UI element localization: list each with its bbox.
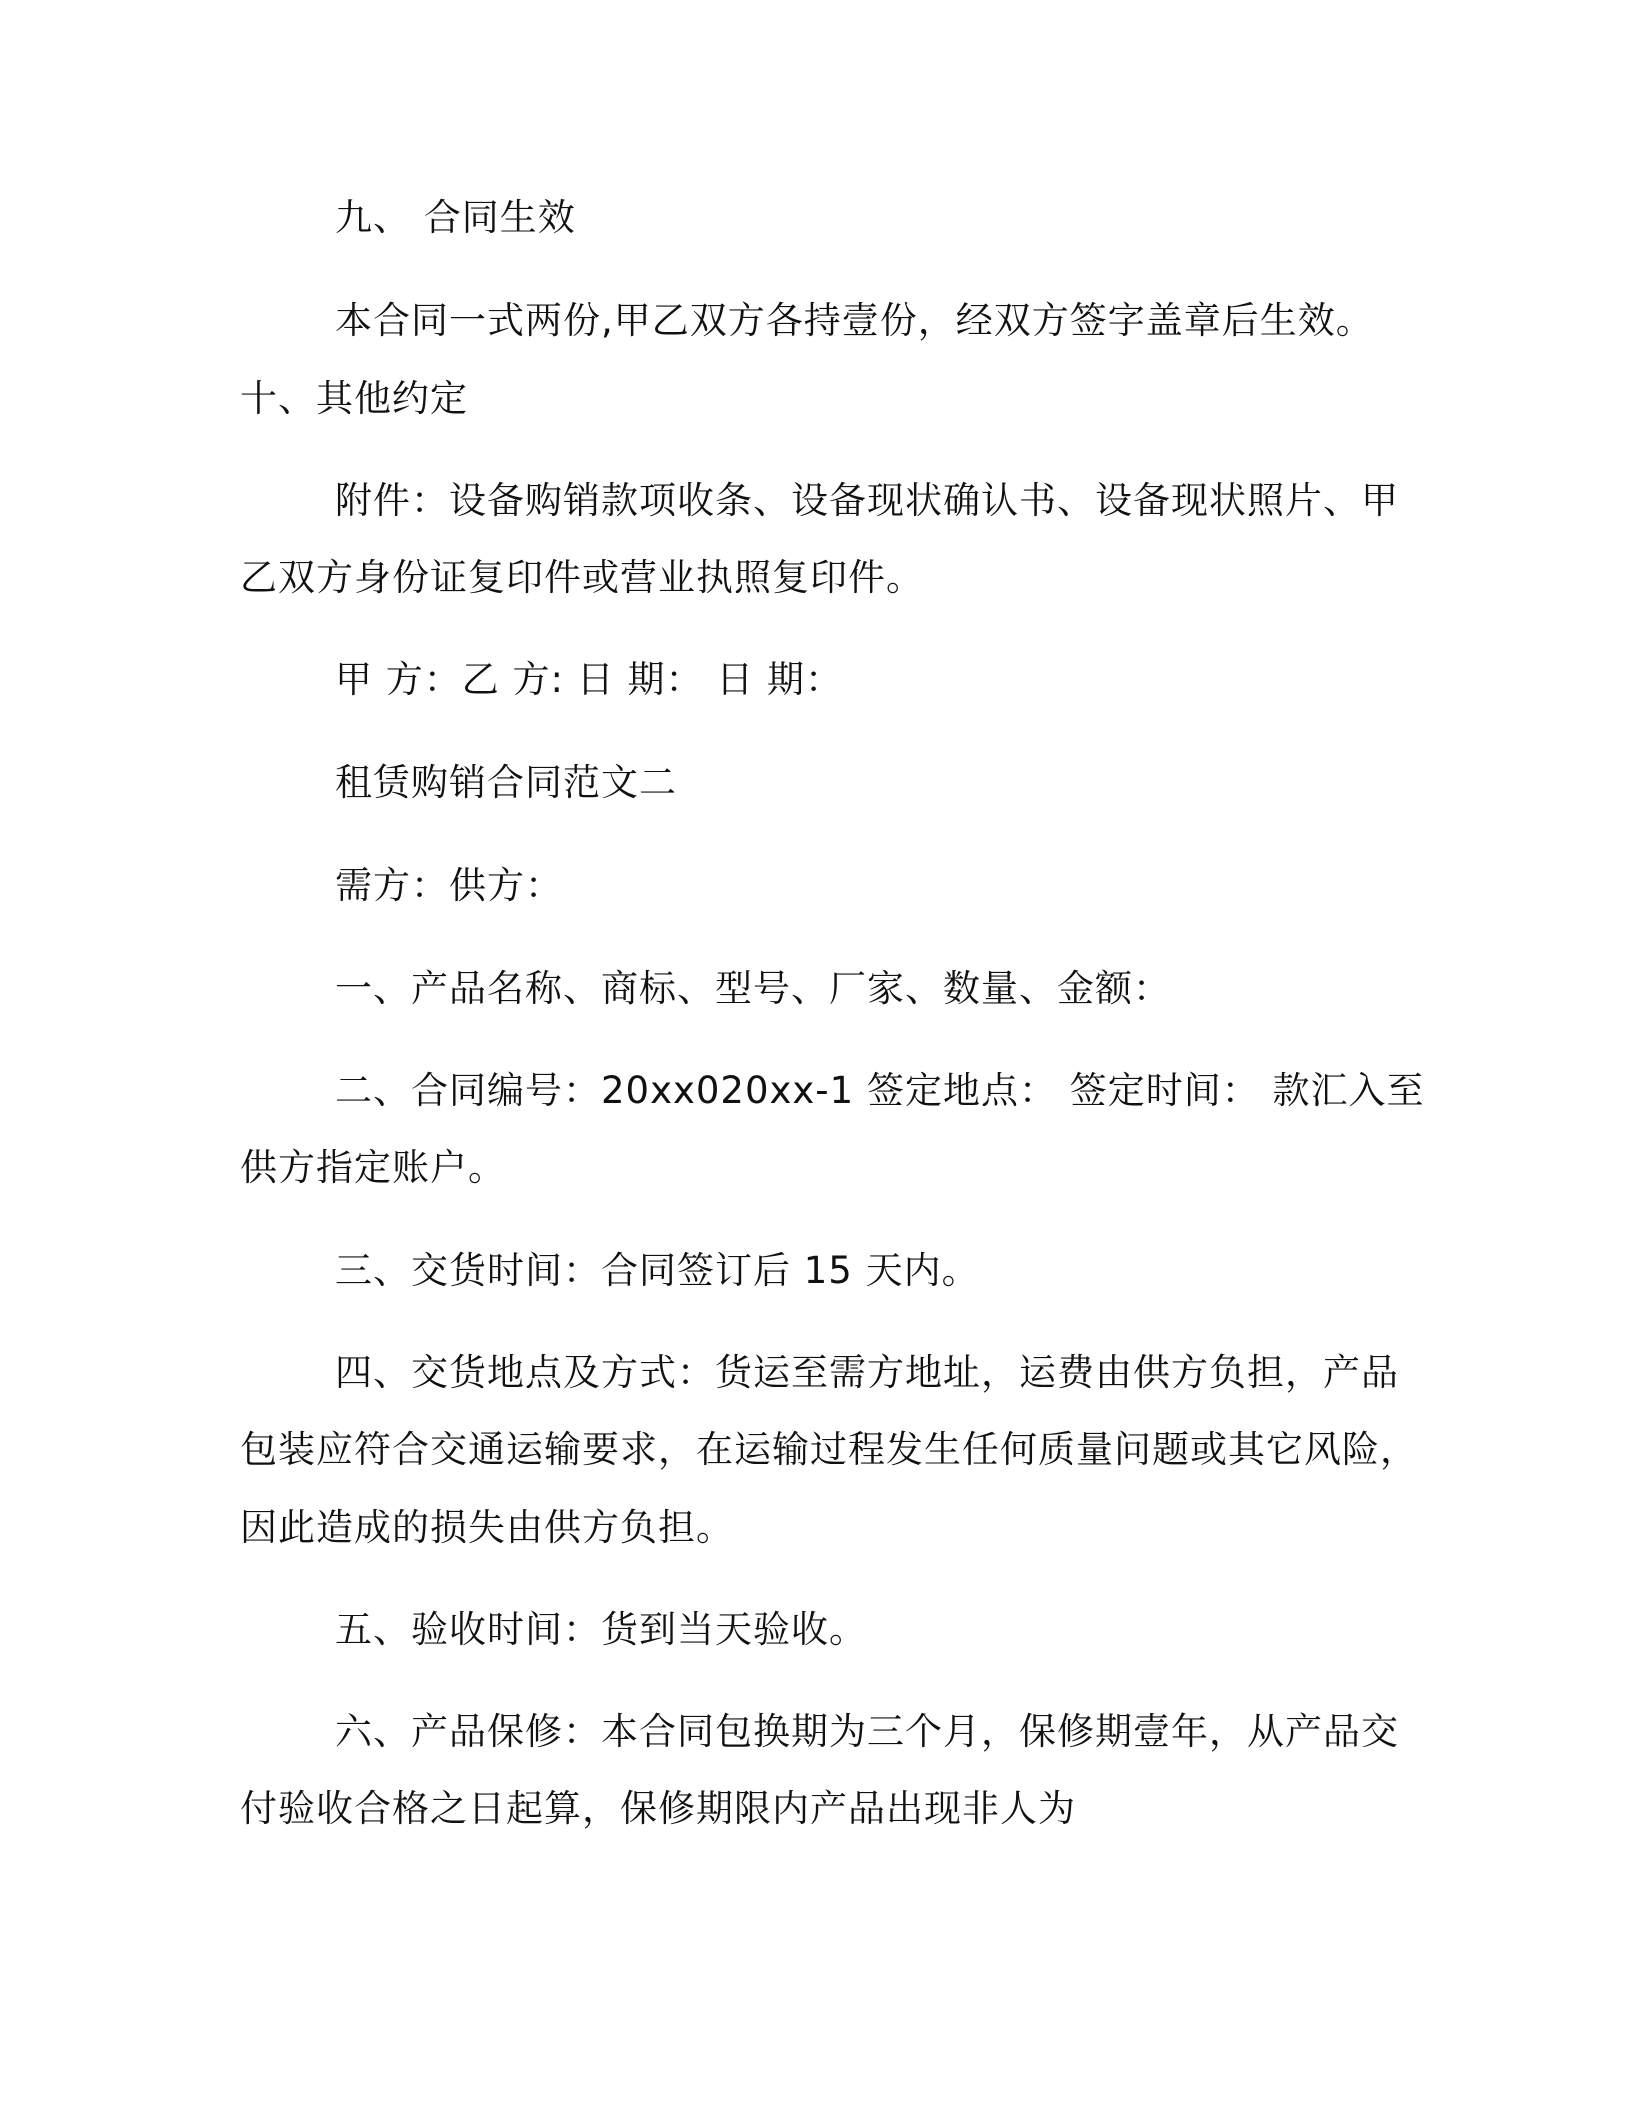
signature-date-line: 甲 方：乙 方: 日 期： 日 期： xyxy=(335,658,844,701)
section-4-text-line-1: 四、交货地点及方式：货运至需方地址，运费由供方负担，产品 xyxy=(335,1351,1399,1394)
section-4-text-line-3: 因此造成的损失由供方负担。 xyxy=(240,1506,734,1549)
section-6-text-line-1: 六、产品保修：本合同包换期为三个月，保修期壹年，从产品交 xyxy=(335,1710,1399,1753)
attachments-text-line-2: 乙双方身份证复印件或营业执照复印件。 xyxy=(240,556,924,599)
section-1-text: 一、产品名称、商标、型号、厂家、数量、金额： xyxy=(335,967,1171,1010)
section-10-heading: 十、其他约定 xyxy=(240,377,468,420)
parties-line: 需方：供方： xyxy=(335,864,563,907)
section-4-text-line-2: 包装应符合交通运输要求，在运输过程发生任何质量问题或其它风险， xyxy=(240,1428,1418,1471)
template-two-title: 租赁购销合同范文二 xyxy=(335,761,677,804)
section-9-heading: 九、 合同生效 xyxy=(335,196,576,239)
section-2-text-line-1: 二、合同编号：20xx020xx-1 签定地点： 签定时间： 款汇入至 xyxy=(335,1069,1425,1112)
section-9-text: 本合同一式两份,甲乙双方各持壹份，经双方签字盖章后生效。 xyxy=(335,299,1374,342)
section-5-text: 五、验收时间：货到当天验收。 xyxy=(335,1608,867,1651)
section-6-text-line-2: 付验收合格之日起算，保修期限内产品出现非人为 xyxy=(240,1787,1076,1830)
section-2-text-line-2: 供方指定账户。 xyxy=(240,1146,506,1189)
section-3-text: 三、交货时间：合同签订后 15 天内。 xyxy=(335,1249,980,1292)
attachments-text-line-1: 附件：设备购销款项收条、设备现状确认书、设备现状照片、甲 xyxy=(335,479,1399,522)
